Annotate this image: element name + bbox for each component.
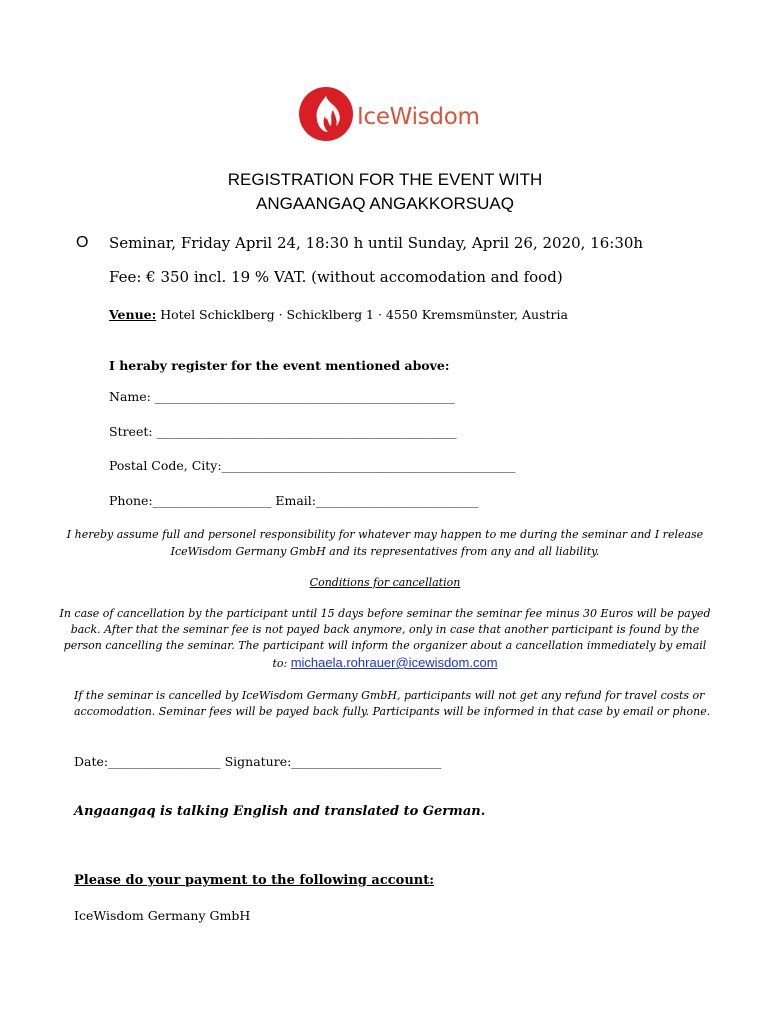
conditions-text-line-1: In case of cancellation by the participant until 15 days before seminar the seminar fee minus 30 Euros will be payed bbox=[59, 607, 711, 620]
liability-text-line-2: IceWisdom Germany GmbH and its representatives from any and all liability. bbox=[170, 545, 600, 558]
venue-label: Venue: bbox=[109, 307, 157, 322]
page-title-line-2: ANGAANGAQ ANGAKKORSUAQ bbox=[256, 194, 514, 213]
email-prefix: to: bbox=[272, 657, 291, 670]
conditions-text-line-3: person cancelling the seminar. The participant will inform the organizer about a cancellation immediately by email bbox=[63, 639, 707, 652]
logo-wordmark: IceWisdom bbox=[357, 104, 480, 130]
page-title-line-1: REGISTRATION FOR THE EVENT WITH bbox=[227, 170, 543, 189]
conditions-heading: Conditions for cancellation bbox=[309, 576, 461, 589]
flame-circle-logo-icon bbox=[298, 86, 354, 142]
venue-line bbox=[109, 307, 568, 322]
name-field[interactable]: Name: ________________________________________________ bbox=[109, 389, 455, 404]
option-bullet: O bbox=[76, 234, 89, 251]
email-link[interactable]: michaela.rohrauer@icewisdom.com bbox=[290, 655, 498, 670]
company-name: IceWisdom Germany GmbH bbox=[74, 908, 251, 923]
language-note: Angaangaq is talking English and translated to German. bbox=[74, 804, 486, 819]
postal-city-field[interactable]: Postal Code, City:_______________________________________________ bbox=[109, 458, 516, 473]
liability-text-line-1: I hereby assume full and personel responsibility for whatever may happen to me during the seminar and I release bbox=[66, 528, 704, 541]
refund-text-line-1: If the seminar is cancelled by IceWisdom Germany GmbH, participants will not get any refund for travel costs or bbox=[74, 689, 705, 702]
venue-address: Hotel Schicklberg · Schicklberg 1 · 4550 Kremsmünster, Austria bbox=[156, 307, 568, 322]
register-heading: I heraby register for the event mentioned above: bbox=[109, 358, 450, 373]
conditions-text-line-2: back. After that the seminar fee is not payed back anymore, only in case that another participant is found by the bbox=[70, 623, 700, 636]
street-field[interactable]: Street: ________________________________________________ bbox=[109, 424, 457, 439]
seminar-dates: Seminar, Friday April 24, 18:30 h until Sunday, April 26, 2020, 16:30h bbox=[109, 234, 644, 252]
payment-heading: Please do your payment to the following account: bbox=[74, 873, 435, 888]
refund-text-line-2: accomodation. Seminar fees will be payed back fully. Participants will be informed in that case by email or phone. bbox=[74, 705, 711, 718]
phone-email-field[interactable]: Phone:___________________ Email:__________________________ bbox=[109, 493, 479, 508]
seminar-fee: Fee: € 350 incl. 19 % VAT. (without accomodation and food) bbox=[109, 268, 563, 286]
conditions-text-line-4 bbox=[0, 655, 770, 670]
date-signature-field[interactable]: Date:__________________ Signature:________________________ bbox=[74, 754, 442, 769]
